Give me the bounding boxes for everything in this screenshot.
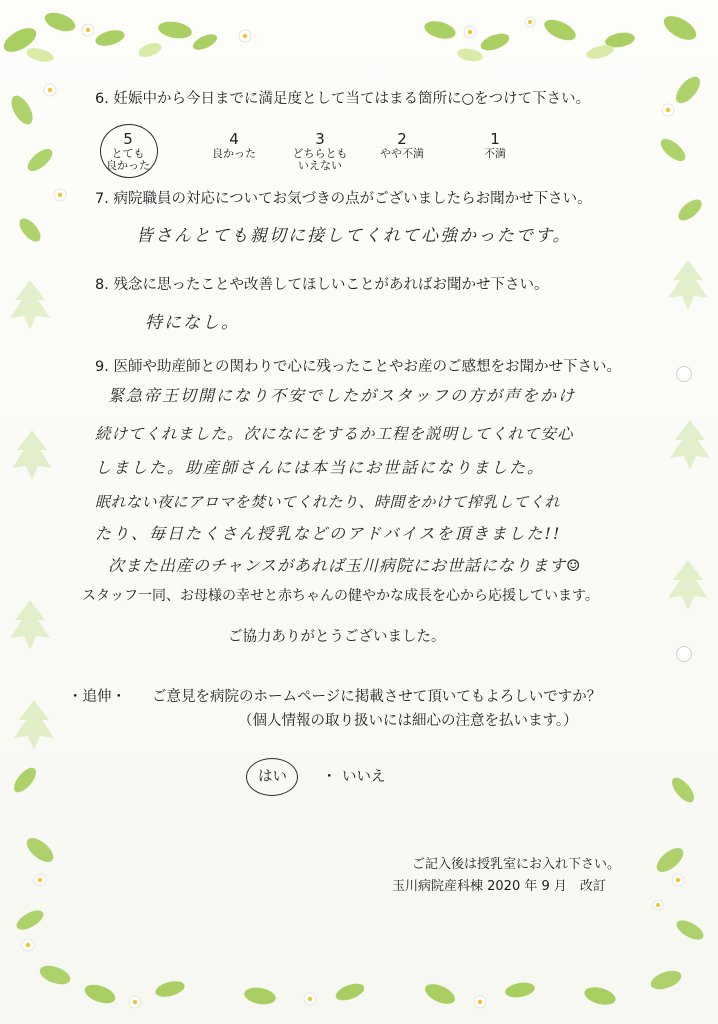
answer-9-line: 眠れない夜にアロマを焚いてくれたり、時間をかけて搾乳してくれ — [95, 493, 561, 511]
leaf-border-right — [628, 0, 718, 1024]
thanks-message: ご協力ありがとうございました。 — [228, 629, 446, 645]
question-6: 6. 妊娠中から今日までに満足度として当てはまる箇所に○をつけて下さい。 — [95, 91, 591, 107]
punch-hole — [676, 646, 692, 662]
scale-option-4[interactable]: 4 良かった — [212, 130, 256, 160]
submission-instruction: ご記入後は授乳室にお入れ下さい。 — [412, 857, 621, 872]
answer-9-line: 続けてくれました。次になにをするか工程を説明してくれて安心 — [95, 425, 574, 443]
answer-9-line: しました。助産師さんには本当にお世話になりました。 — [95, 458, 546, 477]
answer-9-line: たり、毎日たくさん授乳などのアドバイスを頂きました!! — [95, 524, 562, 543]
satisfaction-scale — [96, 130, 556, 180]
leaf-border-bottom — [0, 964, 718, 1024]
scale-option-2[interactable]: 2 やや不満 — [380, 130, 424, 160]
answer-7: 皆さんとても親切に接してくれて心強かったです。 — [136, 226, 572, 246]
answer-9-line: 緊急帝王切開になり不安でしたがスタッフの方が声をかけ — [108, 386, 577, 405]
leaf-border-left — [0, 0, 90, 1024]
answer-9-line: 次また出産のチャンスがあれば玉川病院にお世話になります☺ — [108, 556, 582, 575]
postscript-note: （個人情報の取り扱いには細心の注意を払います。） — [238, 713, 578, 729]
revision-note: 玉川病院産科棟 2020 年 9 月 改訂 — [392, 879, 606, 894]
question-9: 9. 医師や助産師との関わりで心に残ったことやお産のご感想をお聞かせ下さい。 — [95, 359, 621, 375]
postscript-label: ・追伸・ — [68, 689, 126, 705]
scale-option-5-label: とても 良かった — [106, 147, 150, 172]
leaf-border-top — [0, 0, 718, 70]
option-yes[interactable]: はい — [258, 769, 287, 785]
scale-option-1[interactable]: 1 不満 — [484, 130, 506, 160]
scale-option-3-label: どちらとも いえない — [292, 147, 348, 172]
scale-option-5[interactable]: 5 とても 良かった — [100, 130, 156, 172]
option-no[interactable]: いいえ — [342, 769, 386, 785]
staff-message: スタッフ一同、お母様の幸せと赤ちゃんの健やかな成長を心から応援しています。 — [82, 588, 599, 604]
question-8: 8. 残念に思ったことや改善してほしいことがあればお聞かせ下さい。 — [95, 277, 549, 293]
scale-option-3[interactable]: 3 どちらとも いえない — [288, 130, 352, 172]
question-7: 7. 病院職員の対応についてお気づきの点がございましたらお聞かせ下さい。 — [95, 191, 592, 207]
punch-hole — [676, 366, 692, 382]
selected-circle-mark — [246, 758, 298, 796]
selected-circle-mark — [100, 124, 158, 178]
answer-8: 特になし。 — [145, 313, 240, 333]
option-separator: ・ — [322, 769, 337, 785]
postscript-question: ご意見を病院のホームページに掲載させて頂いてもよろしいですか？ — [152, 689, 602, 705]
